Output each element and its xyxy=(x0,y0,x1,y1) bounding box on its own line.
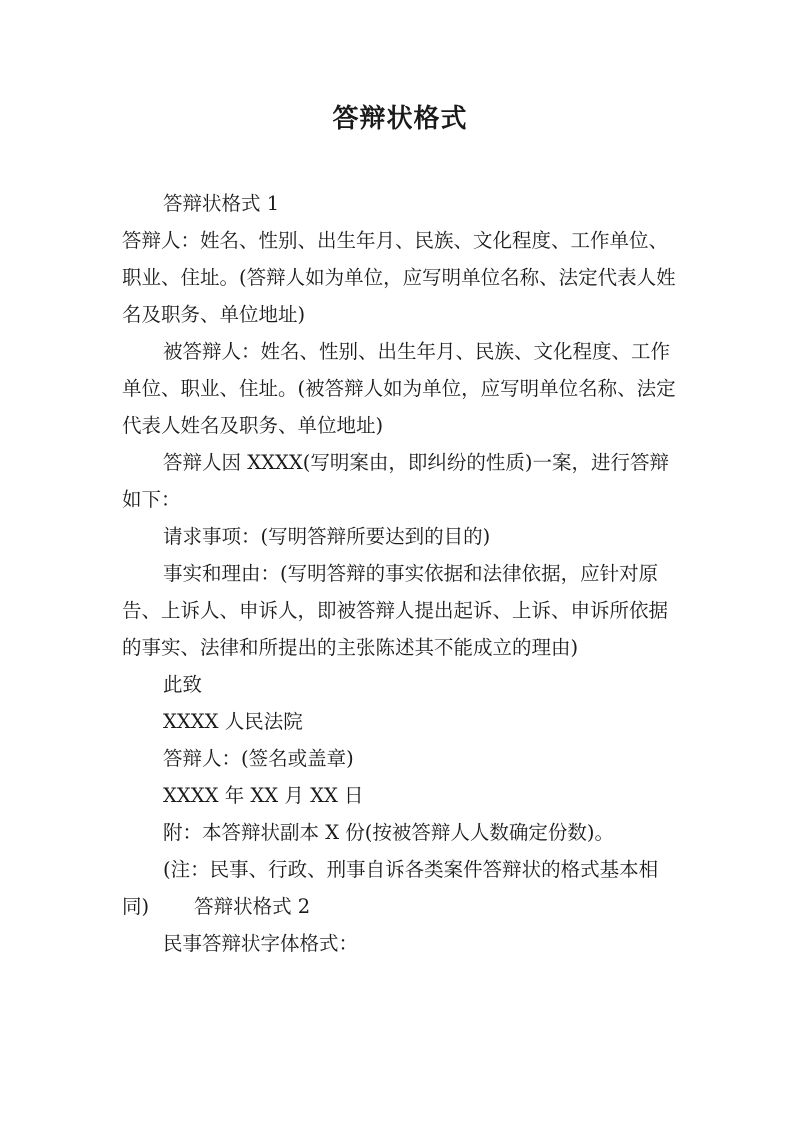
facts-paragraph: 事实和理由：(写明答辩的事实依据和法律依据，应针对原告、上诉人、申诉人，即被答辩人提出起诉、上诉、申诉所依据的事实、法律和所提出的主张陈述其不能成立的理由) xyxy=(122,562,669,659)
document-title: 答辩状格式 xyxy=(332,104,468,134)
note-text: (注：民事、行政、刑事自诉各类案件答辩状的格式基本相同) xyxy=(122,858,659,918)
section-heading-1: 答辩状格式 1 xyxy=(163,192,280,215)
note-paragraph xyxy=(122,851,682,925)
salutation-line: 此致 xyxy=(163,673,203,696)
document-body xyxy=(122,185,682,962)
plaintiff-paragraph: 被答辩人：姓名、性别、出生年月、民族、文化程度、工作单位、职业、住址。(被答辩人如为单位，应写明单位名称、法定代表人姓名及职务、单位地址) xyxy=(122,340,676,437)
attachment-line: 附：本答辩状副本 X 份(按被答辩人人数确定份数)。 xyxy=(163,821,614,844)
signature-line: 答辩人：(签名或盖章) xyxy=(163,747,354,770)
case-paragraph: 答辩人因 XXXX(写明案由，即纠纷的性质)一案，进行答辩如下： xyxy=(122,451,669,511)
respondent-paragraph: 答辩人：姓名、性别、出生年月、民族、文化程度、工作单位、职业、住址。(答辩人如为单位，应写明单位名称、法定代表人姓名及职务、单位地址) xyxy=(122,229,676,326)
court-line: XXXX 人民法院 xyxy=(163,710,303,733)
date-line: XXXX 年 XX 月 XX 日 xyxy=(163,784,364,807)
civil-font-line: 民事答辩状字体格式： xyxy=(163,932,359,955)
section-heading-2: 答辩状格式 2 xyxy=(194,895,311,918)
request-paragraph: 请求事项：(写明答辩所要达到的目的) xyxy=(163,525,491,548)
